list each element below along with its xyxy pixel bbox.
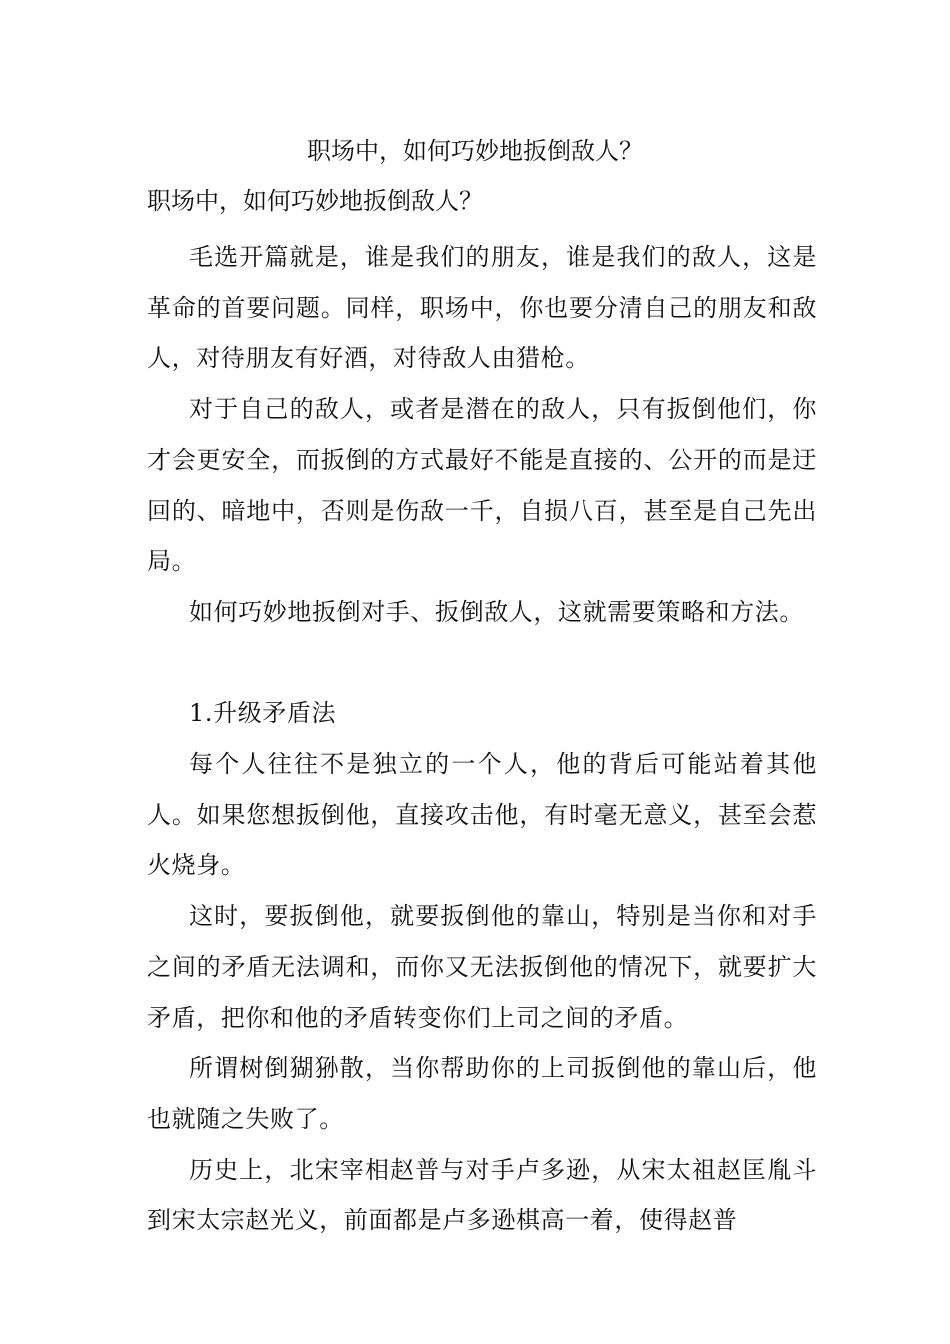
paragraph-intro-2: 对于自己的敌人，或者是潜在的敌人，只有扳倒他们，你才会更安全，而扳倒的方式最好不能是直接的、公开的而是迂回的、暗地中，否则是伤敌一千，自损八百，甚至是自己先出局。: [147, 395, 817, 576]
section-paragraph-2: 这时，要扳倒他，就要扳倒他的靠山，特别是当你和对手之间的矛盾无法调和，而你又无法扳倒他的情况下，就要扩大矛盾，把你和他的矛盾转变你们上司之间的矛盾。: [147, 902, 817, 1032]
paragraph-intro-1: 毛选开篇就是，谁是我们的朋友，谁是我们的敌人，这是革命的首要问题。同样，职场中，你也要分清自己的朋友和敌人，对待朋友有好酒，对待敌人由猎枪。: [147, 243, 817, 373]
document-title: 职场中，如何巧妙地扳倒敌人？: [307, 137, 643, 165]
section-paragraph-3: 所谓树倒猢狲散，当你帮助你的上司扳倒他的靠山后，他也就随之失败了。: [147, 1054, 817, 1133]
document-subtitle: 职场中，如何巧妙地扳倒敌人？: [147, 187, 483, 215]
section-paragraph-1: 每个人往往不是独立的一个人，他的背后可能站着其他人。如果您想扳倒他，直接攻击他，有时毫无意义，甚至会惹火烧身。: [147, 750, 817, 880]
blank-line: [147, 638, 817, 689]
document-body: [147, 232, 817, 1246]
section-heading: 1.升级矛盾法: [189, 699, 337, 728]
paragraph-intro-3: 如何巧妙地扳倒对手、扳倒敌人，这就需要策略和方法。: [189, 597, 804, 626]
section-paragraph-4: 历史上，北宋宰相赵普与对手卢多逊，从宋太祖赵匡胤斗到宋太宗赵光义，前面都是卢多逊棋高一着，使得赵普: [147, 1155, 817, 1235]
